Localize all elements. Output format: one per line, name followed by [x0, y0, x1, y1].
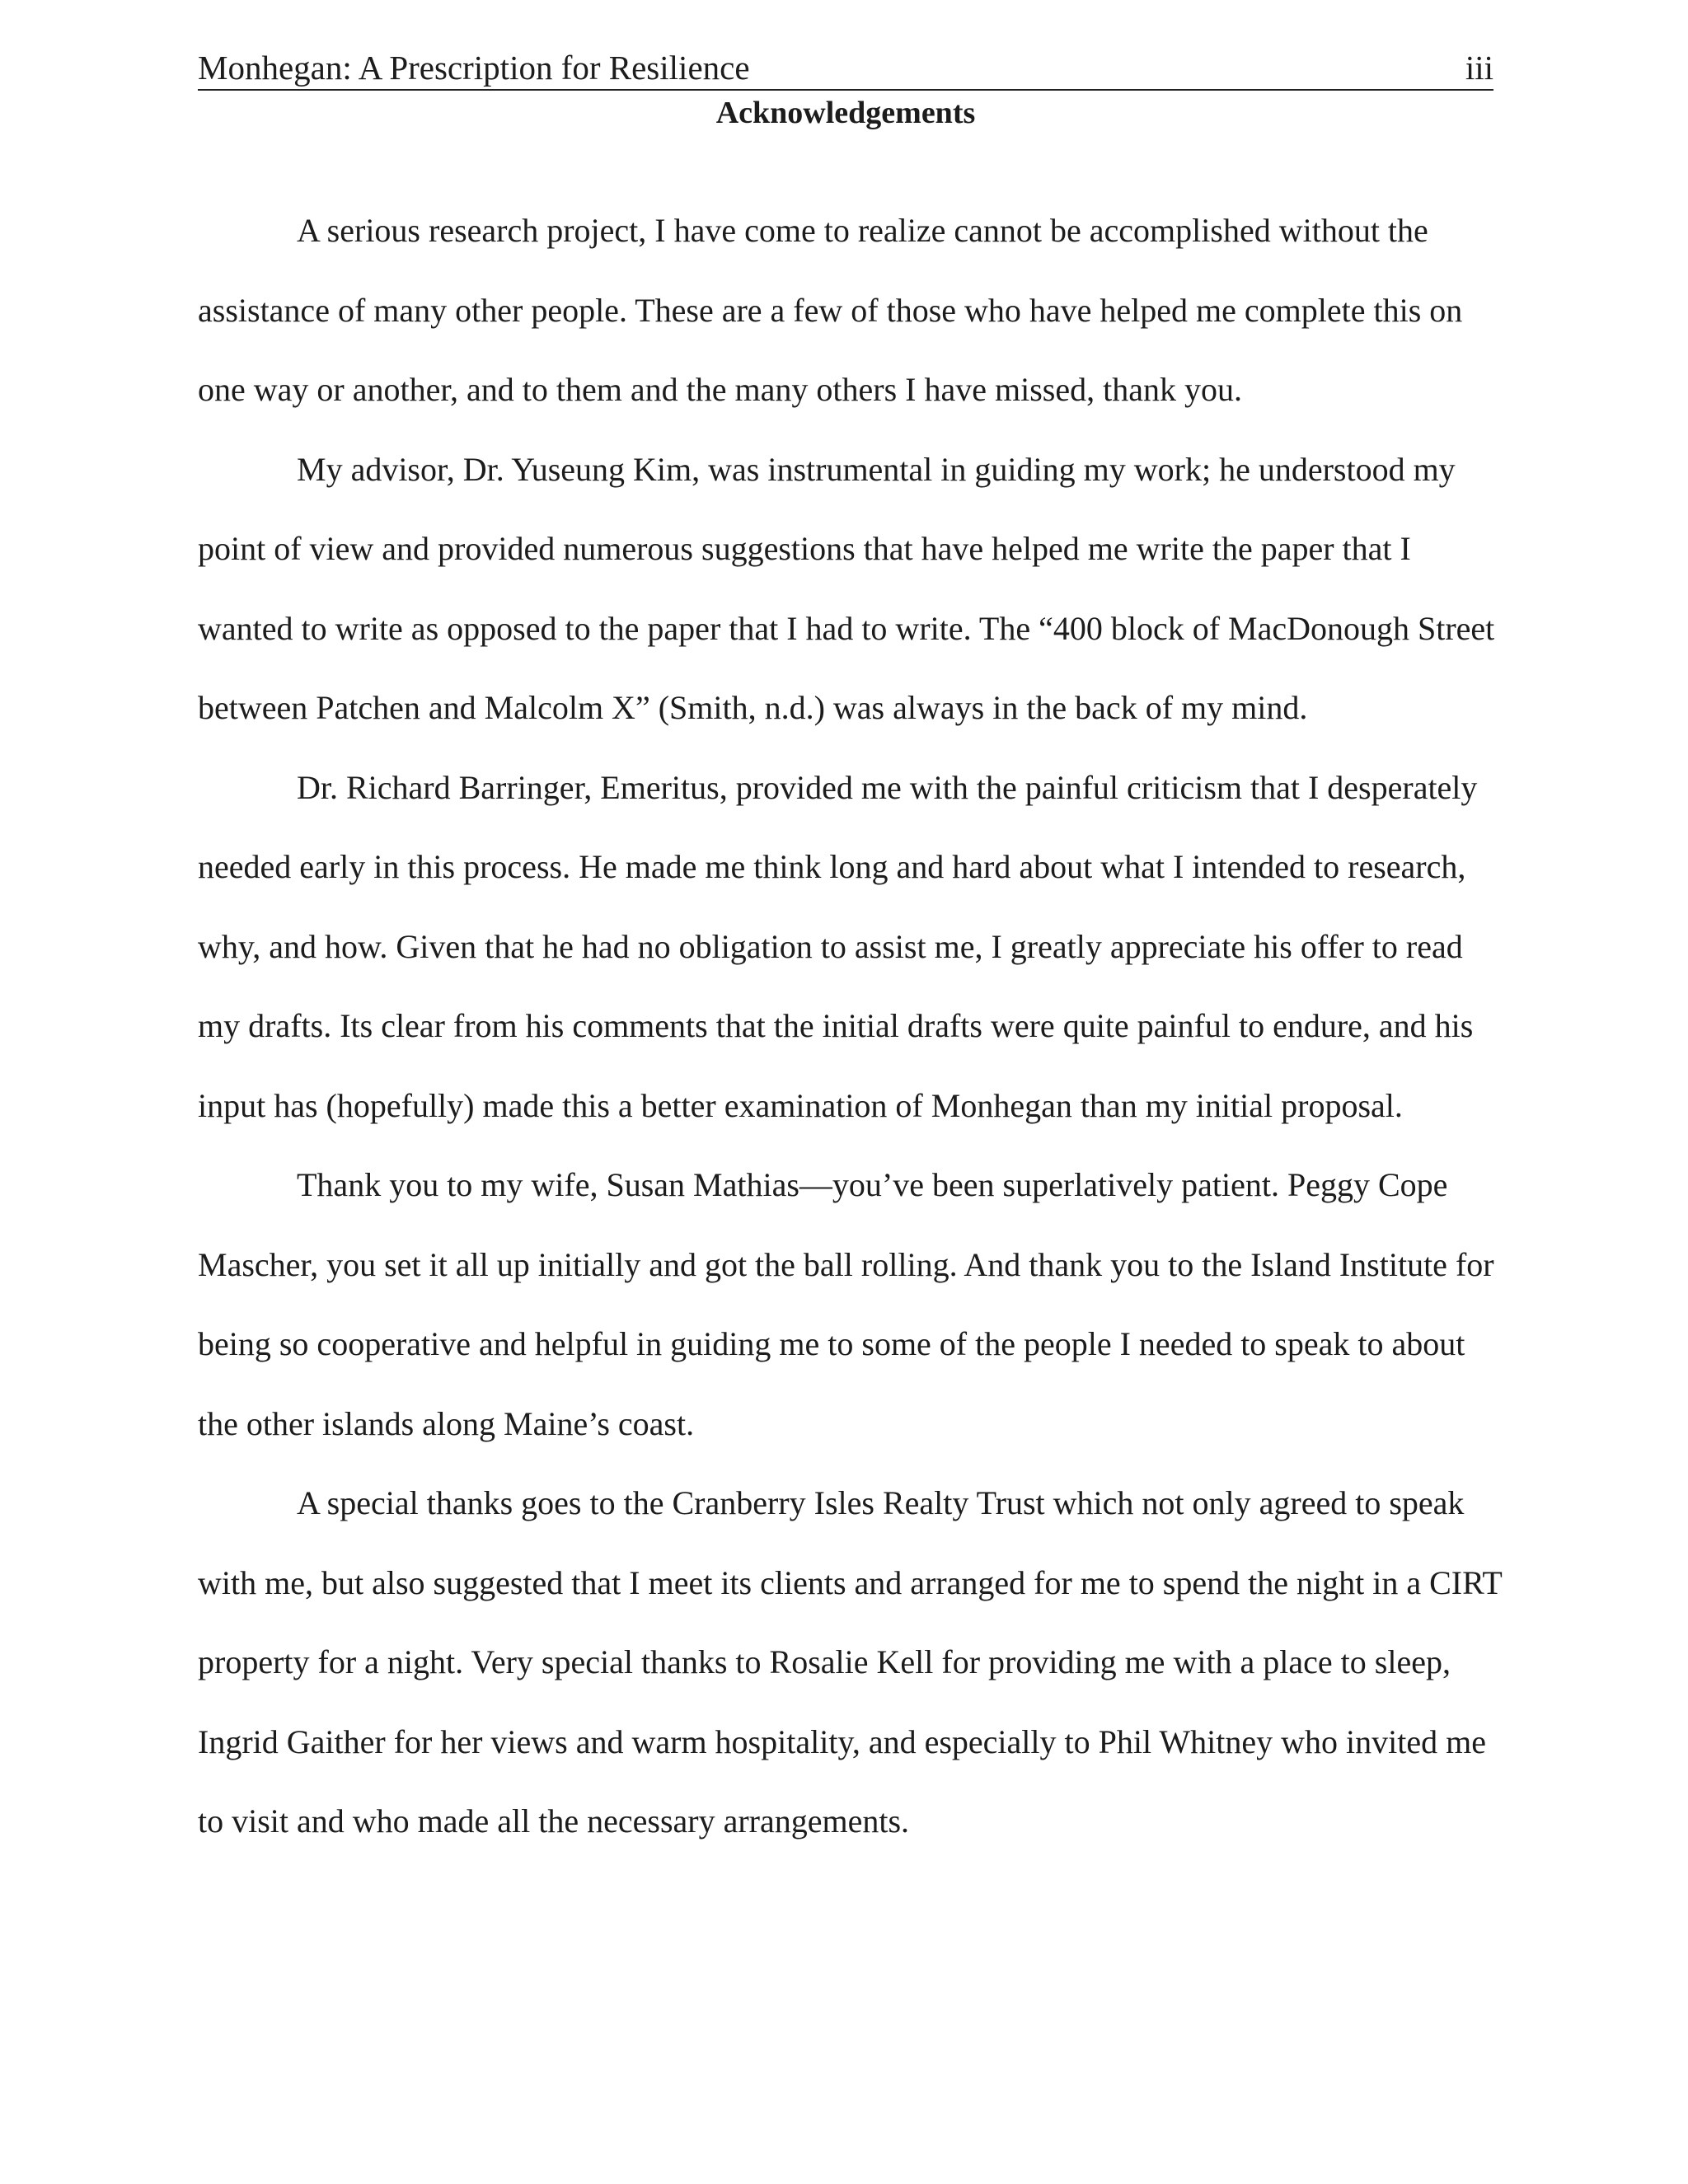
- section-title: Acknowledgements: [715, 96, 976, 130]
- page-number: iii: [1465, 49, 1493, 87]
- body-text: [198, 191, 1508, 1862]
- running-title: Monhegan: A Prescription for Resilience: [198, 49, 750, 87]
- document-page: [198, 46, 1503, 1862]
- paragraph-5: A special thanks goes to the Cranberry Isles Realty Trust which not only agreed to speak with me, but also suggested that I meet its clients and arranged for me to spend the night in a CIRT property for a night. Very special thanks to Rosalie Kell for providing me with a place to sleep, Ingrid Gaither for her views and warm hospitality, and especially to Phil Whitney who invited me to visit and who made all the necessary arrangements.: [198, 1484, 1503, 1840]
- paragraph-4: Thank you to my wife, Susan Mathias—you’ve been superlatively patient. Peggy Cope Mascher, you set it all up initially and got the ball rolling. And thank you to the Island Institute for being so cooperative and helpful in guiding me to some of the people I needed to speak to about the other islands along Maine’s coast.: [198, 1166, 1494, 1442]
- paragraph-1: A serious research project, I have come to realize cannot be accomplished without the assistance of many other people. These are a few of those who have helped me complete this on one way or another, and to them and the many others I have missed, thank you.: [198, 212, 1463, 408]
- paragraph-3: Dr. Richard Barringer, Emeritus, provided me with the painful criticism that I desperately needed early in this process. He made me think long and hard about what I intended to research, why, and how. Given that he had no obligation to assist me, I greatly appreciate his offer to read my drafts. Its clear from his comments that the initial drafts were quite painful to endure, and his input has (hopefully) made this a better examination of Monhegan than my initial proposal.: [198, 768, 1478, 1124]
- paragraph-2: My advisor, Dr. Yuseung Kim, was instrumental in guiding my work; he understood my point of view and provided numerous suggestions that have helped me write the paper that I wanted to write as opposed to the paper that I had to write. The “400 block of MacDonough Street between Patchen and Malcolm X” (Smith, n.d.) was always in the back of my mind.: [198, 450, 1495, 726]
- running-header: [198, 46, 1493, 91]
